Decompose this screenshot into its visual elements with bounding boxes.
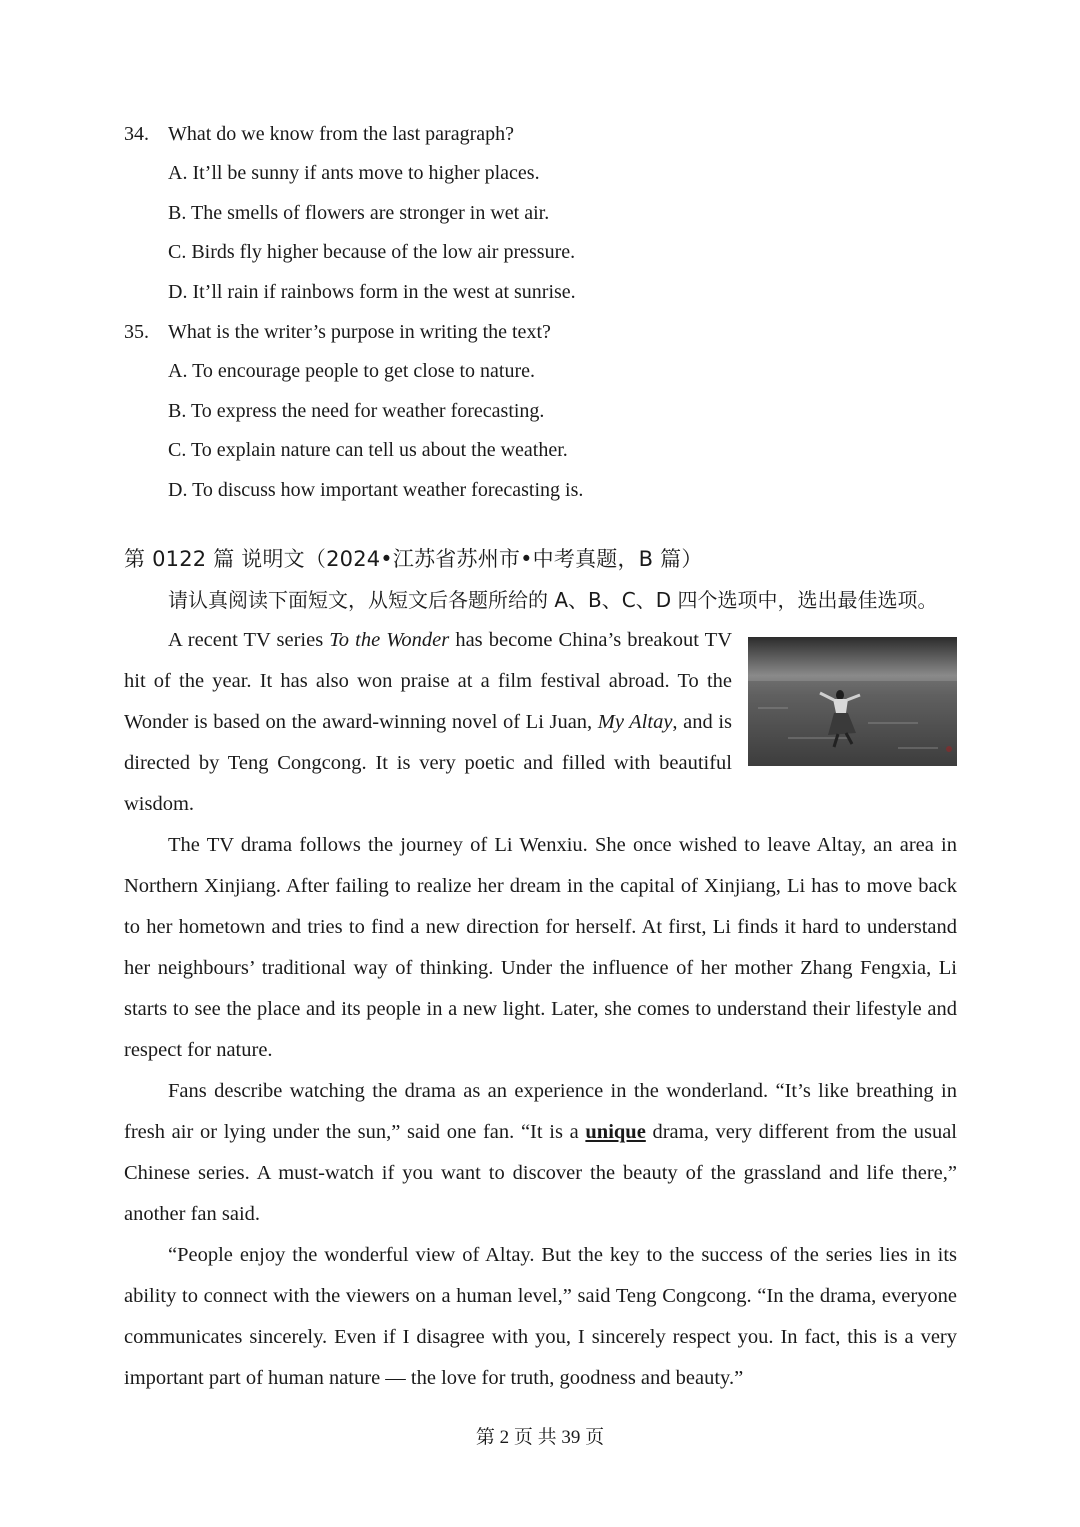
- option-34-a: A. It’ll be sunny if ants move to higher places.: [168, 162, 540, 184]
- option-35-c: C. To explain nature can tell us about the weather.: [168, 439, 568, 461]
- question-text: What is the writer’s purpose in writing the text?: [168, 321, 551, 343]
- section-title: 第 0122 篇 说明文（2024•江苏省苏州市•中考真题，B 篇）: [124, 547, 703, 571]
- p4-text: “People enjoy the wonderful view of Altay. But the key to the success of the series lies in its ability to connect with the viewers on a human level,” said Teng Congcong. “In the drama, everyone communicates sincerely. Even if I disagree with you, I sincerely respect you. In fact, this is a very important part of human nature — the love for truth, goodness and beauty.”: [124, 1244, 957, 1389]
- question-number: 34.: [124, 123, 149, 145]
- question-34: [124, 121, 514, 147]
- option-34-b: B. The smells of flowers are stronger in wet air.: [168, 202, 550, 224]
- passage-paragraph-4: [124, 1235, 957, 1399]
- passage-paragraph-1: [124, 620, 732, 825]
- option-34-c: C. Birds fly higher because of the low air pressure.: [168, 241, 576, 263]
- question-number: 35.: [124, 321, 149, 343]
- drama-photo: [748, 637, 957, 766]
- passage-paragraph-3: [124, 1071, 957, 1235]
- p2-text: The TV drama follows the journey of Li Wenxiu. She once wished to leave Altay, an area in Northern Xinjiang. After failing to realize her dream in the capital of Xinjiang, Li has to move back to her hometown and tries to find a new direction for herself. At first, Li finds it hard to understand her neighbours’ traditional way of thinking. Under the influence of her mother Zhang Fengxia, Li starts to see the place and its people in a new light. Later, she comes to understand their lifestyle and respect for nature.: [124, 834, 957, 1061]
- page-footer: 第 2 页 共 39 页: [475, 1427, 605, 1448]
- grassland-figure-image: [748, 637, 957, 766]
- series-title: To the Wonder: [329, 629, 450, 651]
- question-35: [124, 319, 551, 345]
- option-34-d: D. It’ll rain if rainbows form in the west at sunrise.: [168, 281, 576, 303]
- novel-title: My Altay: [597, 711, 673, 733]
- option-35-a: A. To encourage people to get close to nature.: [168, 360, 535, 382]
- question-text: What do we know from the last paragraph?: [168, 123, 514, 145]
- passage-paragraph-2: [124, 825, 957, 1071]
- section-instruction: 请认真阅读下面短文，从短文后各题所给的 A、B、C、D 四个选项中，选出最佳选项。: [168, 588, 938, 612]
- option-35-d: D. To discuss how important weather forecasting is.: [168, 479, 584, 501]
- underlined-word-unique: unique: [585, 1121, 646, 1143]
- option-35-b: B. To express the need for weather forecasting.: [168, 400, 545, 422]
- p3-text-b: drama, very different from the usual Chinese series. A must-watch if you want to discover the beauty of the grassland and life there,” another fan said.: [124, 1121, 958, 1225]
- p1-text-c: , and is directed by Teng Congcong. It is very poetic and filled with beautiful wisdom.: [124, 711, 732, 815]
- p1-text-b: has become China’s breakout TV hit of the year. It has also won praise at a film festival abroad. To the Wonder is based on the award-winning novel of Li Juan,: [124, 629, 732, 733]
- p1-text-a: A recent TV series: [168, 629, 330, 651]
- p3-text-a: Fans describe watching the drama as an experience in the wonderland. “It’s like breathing in fresh air or lying under the sun,” said one fan. “It is a: [124, 1080, 957, 1143]
